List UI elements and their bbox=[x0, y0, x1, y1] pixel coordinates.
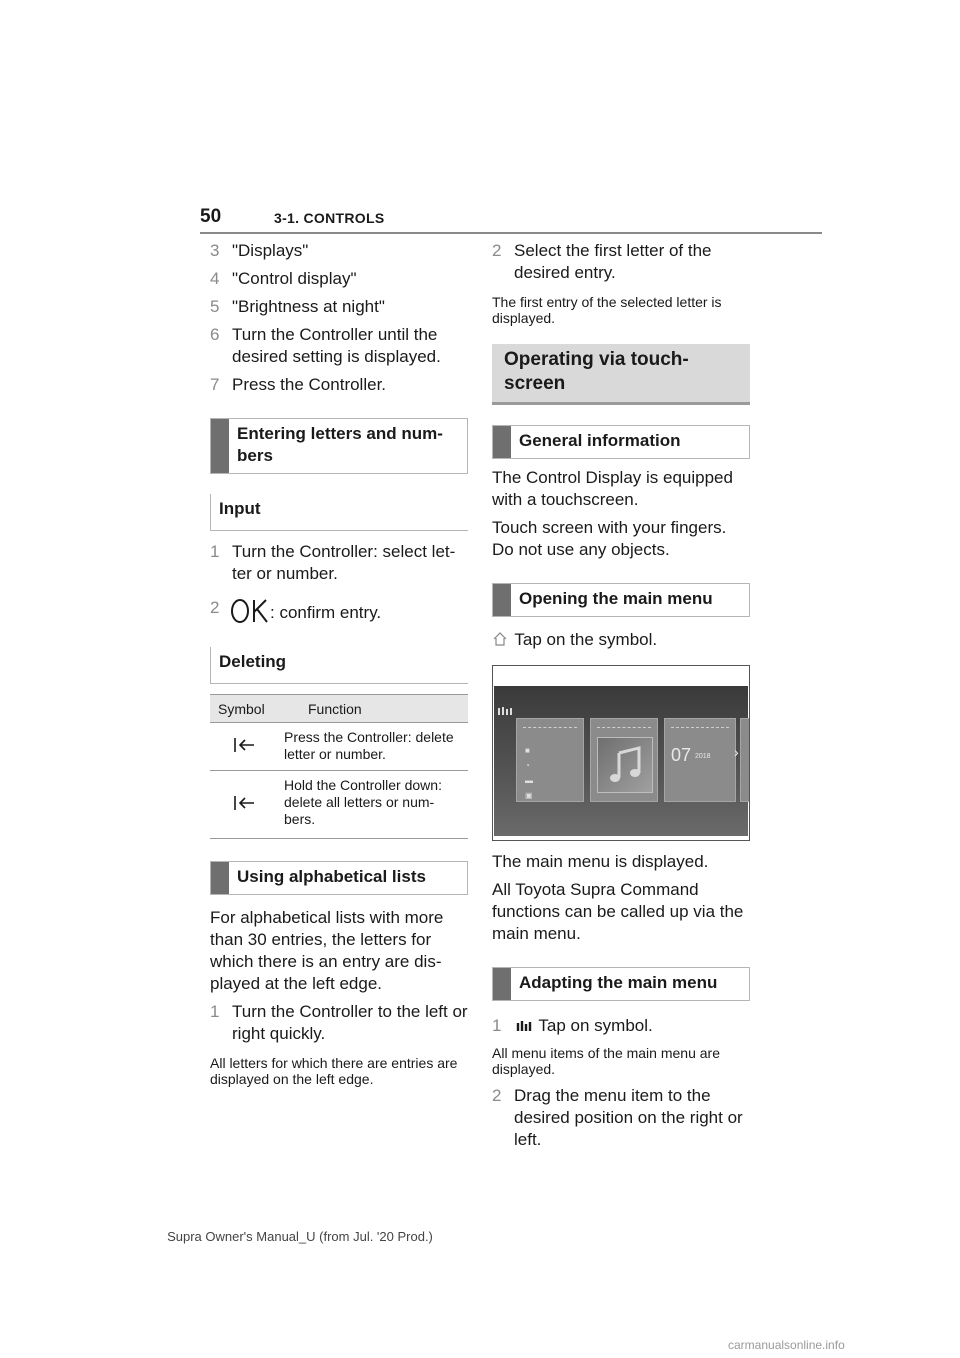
heading-alphabetical-lists: Using alphabetical lists bbox=[210, 861, 468, 895]
tile-vehicle: ■ ◔ ▬ ▣ bbox=[516, 718, 584, 802]
general-paragraph-2: Touch screen with your fingers. Do not use any objects. bbox=[492, 518, 727, 559]
menu-grid-icon bbox=[516, 1020, 534, 1032]
watermark: carmanualsonline.info bbox=[728, 1338, 845, 1352]
section-title: 3-1. CONTROLS bbox=[274, 210, 385, 226]
delete-all-arrow-icon bbox=[232, 795, 256, 811]
menu-grid-icon bbox=[498, 706, 514, 716]
step-2-right: 2 Select the first letter of the desired entry. bbox=[492, 241, 712, 282]
page-header bbox=[200, 206, 822, 234]
heading-opening-main-menu: Opening the main menu bbox=[492, 583, 750, 617]
heading-general-information: General information bbox=[492, 425, 750, 459]
table-row bbox=[210, 723, 468, 771]
tap-symbol-line: Tap on the symbol. bbox=[492, 629, 750, 651]
first-entry-note: The first entry of the selected letter is displayed. bbox=[492, 294, 722, 326]
heading-entering-letters: Entering letters and num-bers bbox=[210, 418, 468, 474]
alpha-paragraph: For alphabetical lists with more than 30 entries, the letters for which there is an entry are dis-played at the left edge. bbox=[210, 908, 444, 993]
table-row bbox=[210, 771, 468, 839]
adapt-step-2: 2 Drag the menu item to the desired position on the right or left. bbox=[492, 1086, 743, 1149]
subheading-input: Input bbox=[210, 494, 468, 531]
step-3: 3 "Displays" bbox=[210, 241, 309, 260]
screen-date: 07 bbox=[671, 745, 692, 765]
main-menu-displayed: The main menu is displayed. bbox=[492, 852, 709, 871]
step-4: 4 "Control display" bbox=[210, 269, 357, 288]
step-6: 6 Turn the Controller until the desired setting is displayed. bbox=[210, 325, 441, 366]
table-header-function: Function bbox=[278, 695, 468, 723]
right-column bbox=[492, 240, 750, 1157]
delete-arrow-icon bbox=[232, 737, 256, 753]
left-column bbox=[210, 240, 468, 1095]
music-note-icon bbox=[607, 745, 643, 785]
tile-media bbox=[590, 718, 658, 802]
main-menu-functions: All Toyota Supra Command functions can be called up via the main menu. bbox=[492, 880, 744, 943]
tile-date bbox=[664, 718, 736, 802]
alpha-note: All letters for which there are entries are displayed on the left edge. bbox=[210, 1055, 458, 1087]
main-menu-screenshot bbox=[492, 665, 750, 841]
adapt-step-1: 1 Tap on symbol. bbox=[492, 1016, 653, 1035]
general-paragraph-1: The Control Display is equipped with a touchscreen. bbox=[492, 468, 733, 509]
table-cell-function: Press the Controller: delete letter or number. bbox=[278, 723, 468, 771]
delete-symbol-table bbox=[210, 694, 468, 839]
step-5: 5 "Brightness at night" bbox=[210, 297, 385, 316]
step-7: 7 Press the Controller. bbox=[210, 375, 387, 394]
input-step-2: 2 : confirm entry. bbox=[210, 597, 468, 625]
alpha-step-1: 1 Turn the Controller to the left or right quickly. bbox=[210, 1002, 468, 1043]
heading-touchscreen: Operating via touch-screen bbox=[492, 344, 750, 405]
screen-year: 2018 bbox=[695, 753, 711, 760]
home-icon bbox=[492, 631, 508, 647]
table-cell-function: Hold the Controller down: delete all letters or num-bers. bbox=[278, 771, 468, 839]
heading-adapting-main-menu: Adapting the main menu bbox=[492, 967, 750, 1001]
page-footer: Supra Owner's Manual_U (from Jul. '20 Prod.) bbox=[167, 1229, 433, 1244]
input-step-1: 1 Turn the Controller: select let-ter or number. bbox=[210, 542, 456, 583]
adapt-note: All menu items of the main menu are displayed. bbox=[492, 1045, 720, 1077]
page-number: 50 bbox=[200, 206, 222, 227]
chevron-right-icon[interactable]: › bbox=[734, 744, 739, 760]
table-header-symbol: Symbol bbox=[210, 695, 278, 723]
ok-icon bbox=[230, 597, 270, 625]
subheading-deleting: Deleting bbox=[210, 647, 468, 684]
tile-partial bbox=[740, 718, 750, 802]
